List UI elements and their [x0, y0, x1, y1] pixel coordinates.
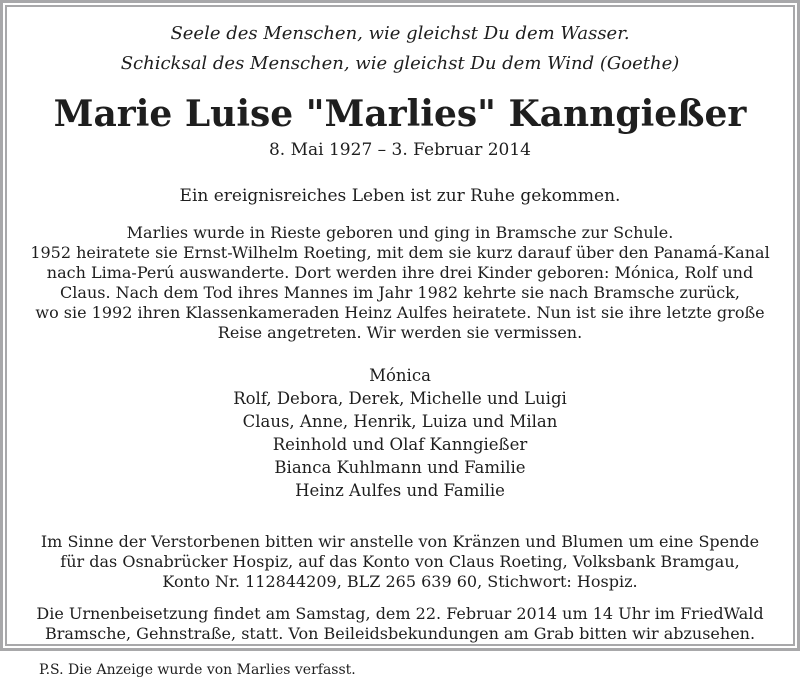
mourner-entry: Rolf, Debora, Derek, Michelle und Luigi [233, 389, 567, 408]
mourner-entry: Bianca Kuhlmann und Familie [274, 458, 526, 477]
mourner-entry: Claus, Anne, Henrik, Luiza und Milan [242, 412, 558, 431]
donation-line: für das Osnabrücker Hospiz, auf das Konto von Claus Roeting, Volksbank Bramgau, [60, 552, 740, 571]
mourners-list [25, 364, 775, 502]
obituary-line: Reise angetreten. Wir werden sie vermissen. [217, 323, 583, 342]
donation-line: Im Sinne der Verstorbenen bitten wir anstelle von Kränzen und Blumen um eine Spende [40, 532, 760, 551]
funeral-line: Die Urnenbeisetzung findet am Samstag, dem 22. Februar 2014 um 14 Uhr im FriedWald [36, 604, 764, 623]
obituary-line: Marlies wurde in Rieste geboren und ging in Bramsche zur Schule. [126, 223, 674, 242]
epigraph-line-1: Seele des Menschen, wie gleichst Du dem Wasser. [170, 23, 630, 44]
mourner-entry: Heinz Aulfes und Familie [295, 481, 505, 500]
mourner-entry: Mónica [369, 366, 431, 385]
life-dates: 8. Mai 1927 – 3. Februar 2014 [268, 140, 531, 160]
obituary-text [25, 223, 775, 343]
deceased-name: Marie Luise "Marlies" Kanngießer [53, 93, 747, 135]
mourner-entry: Reinhold und Olaf Kanngießer [272, 435, 528, 454]
funeral-details [25, 604, 775, 644]
obituary-line: wo sie 1992 ihren Klassenkameraden Heinz Aulfes heiratete. Nun ist sie ihre letzte große [35, 303, 765, 322]
funeral-line: Bramsche, Gehnstraße, statt. Von Beileidsbekundungen am Grab bitten wir abzusehen. [44, 624, 756, 643]
obituary-line: Claus. Nach dem Tod ihres Mannes im Jahr 1982 kehrte sie nach Bramsche zurück, [60, 283, 740, 302]
donation-request [25, 532, 775, 592]
epigraph [25, 19, 775, 79]
epigraph-line-2: Schicksal des Menschen, wie gleichst Du dem Wind (Goethe) [120, 53, 680, 74]
obituary-line: 1952 heiratete sie Ernst-Wilhelm Roeting, mit dem sie kurz darauf über den Panamá-Kanal [30, 243, 770, 262]
donation-line: Konto Nr. 112844209, BLZ 265 639 60, Stichwort: Hospiz. [162, 572, 638, 591]
lead-sentence: Ein ereignisreiches Leben ist zur Ruhe gekommen. [179, 186, 621, 206]
postscript: P.S. Die Anzeige wurde von Marlies verfasst. [39, 662, 356, 678]
obituary-line: nach Lima-Perú auswanderte. Dort werden ihre drei Kinder geboren: Mónica, Rolf und [46, 263, 754, 282]
obituary-inner-frame [5, 5, 795, 678]
